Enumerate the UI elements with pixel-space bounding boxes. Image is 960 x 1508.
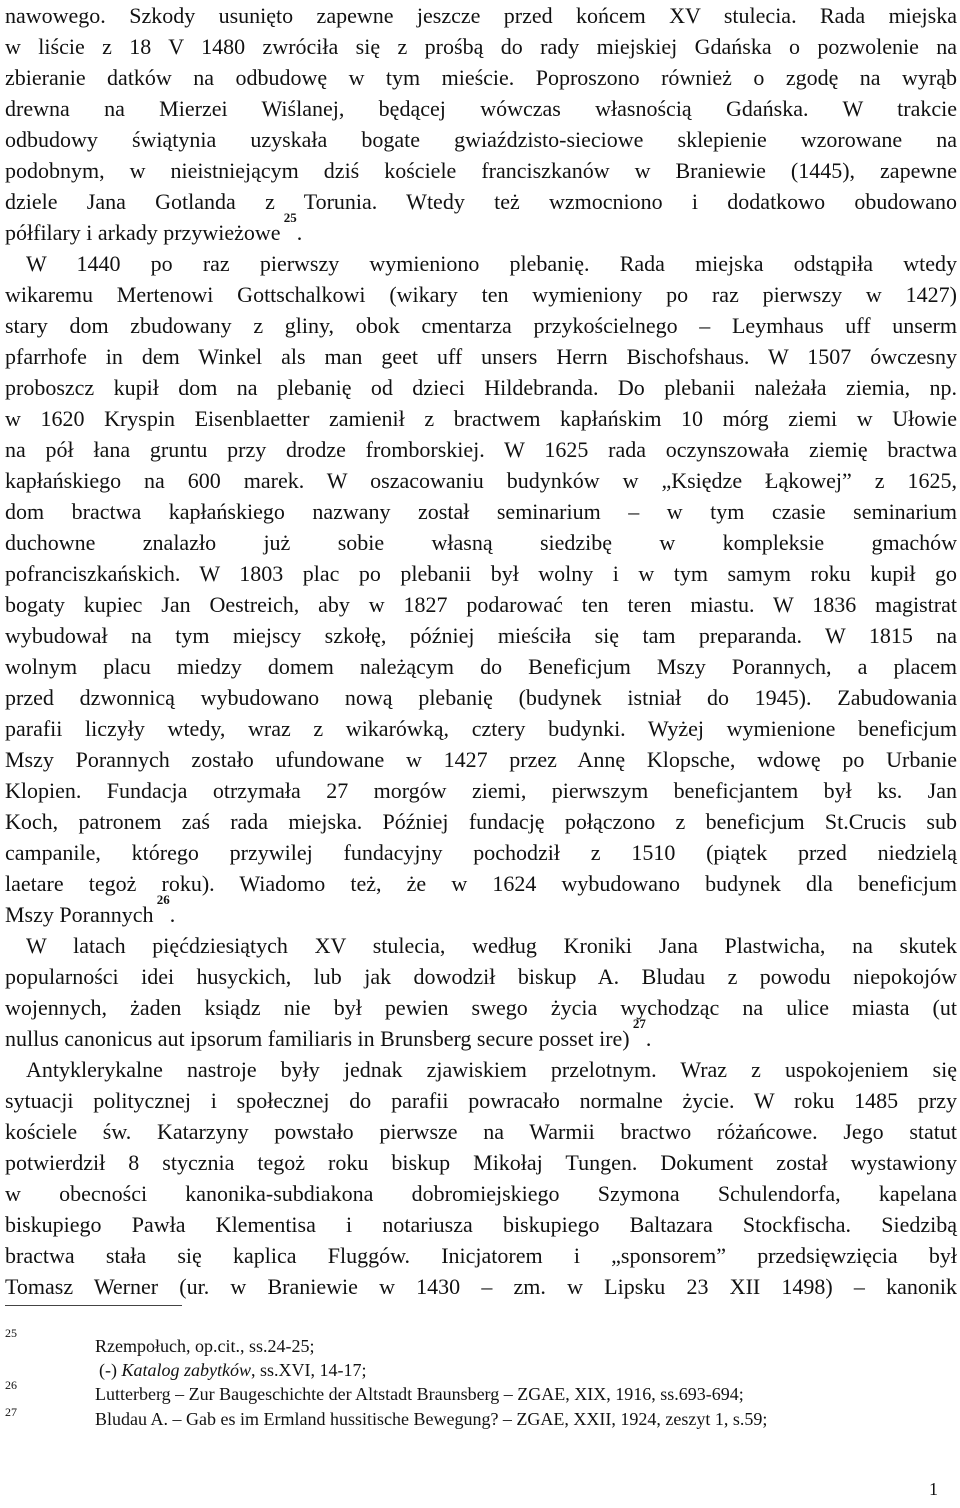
text-line: duchowne znalazło już sobie własną siedzibę w kompleksie gmachów bbox=[5, 530, 957, 555]
text-line: parafii liczyły wtedy, wraz z wikarówką, cztery budynki. Wyżej wymienione beneficjum bbox=[5, 716, 957, 741]
period: . bbox=[169, 902, 176, 927]
text-line: pofranciszkańskich. W 1803 plac po plebanii był wolny i w tym samym roku kupił go bbox=[5, 561, 957, 586]
text-line: na pół łana gruntu przy drodze fromborskiej. W 1625 rada oczynszowała ziemię bractwa bbox=[5, 437, 957, 462]
text-line: drewna na Mierzei Wiślanej, będącej wówczas własnością Gdańska. W trakcie bbox=[5, 96, 957, 121]
text-line bbox=[5, 892, 957, 930]
text-line: w liście z 18 V 1480 zwróciła się z prośbą do rady miejskiej Gdańska o pozwolenie na bbox=[5, 34, 957, 59]
text-line: dziele Jana Gotlanda z Torunia. Wtedy też wzmocniono i dodatkowo obudowano bbox=[5, 189, 957, 214]
text-line bbox=[5, 210, 957, 248]
text-line: laetare tegoż roku). Wiadomo też, że w 1624 wybudowano budynek dla beneficjum bbox=[5, 871, 957, 896]
text-line: dom bractwa kapłańskiego nazwany został seminarium – w tym czasie seminarium bbox=[5, 499, 957, 524]
text-line: Antyklerykalne nastroje były jednak zjawiskiem przelotnym. Wraz z uspokojeniem się bbox=[26, 1057, 957, 1082]
text-line: wolnym placu miedzy domem należącym do Beneficjum Mszy Porannych, a placem bbox=[5, 654, 957, 679]
text-line: kościele św. Katarzyny powstało pierwsze na Warmii bractwo różańcowe. Jego statut bbox=[5, 1119, 957, 1144]
text-line: popularności idei husyckich, lub jak dowodził biskup A. Bludau z powodu niepokojów bbox=[5, 964, 957, 989]
footnote-text: (-) bbox=[99, 1360, 122, 1380]
footnote-text: , ss.XVI, 14-17; bbox=[250, 1360, 367, 1380]
text-line: stary dom zbudowany z gliny, obok cmentarza przykościelnego – Leymhaus uff unserm bbox=[5, 313, 957, 338]
text-line: Klopien. Fundacja otrzymała 27 morgów ziemi, pierwszym beneficjantem był ks. Jan bbox=[5, 778, 957, 803]
footnote-number: 25 bbox=[5, 1326, 17, 1340]
text-line: w 1620 Kryspin Eisenblaetter zamienił z bractwem kapłańskim 10 mórg ziemi w Ułowie bbox=[5, 406, 957, 431]
text-span: nullus canonicus aut ipsorum familiaris in Brunsberg secure posset ire) bbox=[5, 1026, 630, 1051]
text-line: sytuacji politycznej i społecznej do parafii powracało normalne życie. W roku 1485 przy bbox=[5, 1088, 957, 1113]
footnote-title: Katalog zabytków bbox=[121, 1360, 251, 1380]
text-line: biskupiego Pawła Klementisa i notariusza biskupiego Baltazara Stockfischa. Siedzibą bbox=[5, 1212, 957, 1237]
footnote-number: 27 bbox=[5, 1405, 17, 1419]
text-line: bractwa stała się kaplica Fluggów. Inicjatorem i „sponsorem” przedsięwzięcia był bbox=[5, 1243, 957, 1268]
footnote-25: Rzempołuch, op.cit., ss.24-25; bbox=[95, 1336, 315, 1356]
text-line: Tomasz Werner (ur. w Braniewie w 1430 – zm. w Lipsku 23 XII 1498) – kanonik bbox=[5, 1274, 957, 1299]
text-line: proboszcz kupił dom na plebanię od dzieci Hildebranda. Do plebanii należała ziemia, np. bbox=[5, 375, 957, 400]
text-line: nawowego. Szkody usunięto zapewne jeszcze przed końcem XV stulecia. Rada miejska bbox=[5, 3, 957, 28]
footnote-ref[interactable]: 25 bbox=[283, 210, 297, 225]
text-line: bogaty kupiec Jan Oestreich, aby w 1827 podarować ten teren miastu. W 1836 magistrat bbox=[5, 592, 957, 617]
footnote-27: Bludau A. – Gab es im Ermland hussitische Bewegung? – ZGAE, XXII, 1924, zeszyt 1, s.59; bbox=[95, 1409, 768, 1429]
text-line: campanile, którego przywilej fundacyjny pochodził z 1510 (piątek przed niedzielą bbox=[5, 840, 957, 865]
text-line: pfarrhofe in dem Winkel als man geet uff unsers Herrn Bischofshaus. W 1507 ówczesny bbox=[5, 344, 957, 369]
period: . bbox=[296, 220, 303, 245]
text-line: wojennych, żaden ksiądz nie był pewien swego życia wychodząc na ulice miasta (ut bbox=[5, 995, 957, 1020]
text-line: wybudował na tym miejscy szkołę, później mieściła się tam preparanda. W 1815 na bbox=[5, 623, 957, 648]
footnote-number: 26 bbox=[5, 1378, 17, 1392]
text-line: Mszy Porannych zostało ufundowane w 1427 przez Annę Klopsche, wdowę po Urbanie bbox=[5, 747, 957, 772]
period: . bbox=[645, 1026, 652, 1051]
text-line: W latach pięćdziesiątych XV stulecia, według Kroniki Jana Plastwicha, na skutek bbox=[26, 933, 957, 958]
footnote-26: Lutterberg – Zur Baugeschichte der Altstadt Braunsberg – ZGAE, XIX, 1916, ss.693-694; bbox=[95, 1384, 744, 1404]
text-line: odbudowy świątynia uzyskała bogate gwiaździsto-sieciowe sklepienie wzorowane na bbox=[5, 127, 957, 152]
text-span: Mszy Porannych bbox=[5, 902, 154, 927]
text-line: W 1440 po raz pierwszy wymieniono plebanię. Rada miejska odstąpiła wtedy bbox=[26, 251, 957, 276]
text-line: zbieranie datków na odbudowę w tym mieście. Poproszono również o zgodę na wyrąb bbox=[5, 65, 957, 90]
page-number: 1 bbox=[929, 1479, 938, 1499]
text-line: podobnym, w nieistniejącym dziś kościele franciszkanów w Braniewie (1445), zapewne bbox=[5, 158, 957, 183]
text-line bbox=[5, 1016, 957, 1054]
text-line: wikaremu Mertenowi Gottschalkowi (wikary ten wymieniony po raz pierwszy w 1427) bbox=[5, 282, 957, 307]
text-line: w obecności kanonika-subdiakona dobromiejskiego Szymona Schulendorfa, kapelana bbox=[5, 1181, 957, 1206]
text-span: półfilary i arkady przywieżowe bbox=[5, 220, 281, 245]
text-line: kapłańskiego na 600 marek. W oszacowaniu budynków w „Księdze Łąkowej” z 1625, bbox=[5, 468, 957, 493]
text-line: przed dzwonnicą wybudowano nową plebanię (budynek istniał do 1945). Zabudowania bbox=[5, 685, 957, 710]
text-line: potwierdził 8 stycznia tegoż roku biskup Mikołaj Tungen. Dokument został wystawiony bbox=[5, 1150, 957, 1175]
footnote-ref[interactable]: 27 bbox=[632, 1016, 646, 1031]
footnote-ref[interactable]: 26 bbox=[156, 892, 170, 907]
text-line: Koch, patronem zaś rada miejska. Później fundację połączono z beneficjum St.Crucis sub bbox=[5, 809, 957, 834]
footnote-divider bbox=[5, 1305, 182, 1306]
footnote-25-cont bbox=[99, 1359, 366, 1381]
